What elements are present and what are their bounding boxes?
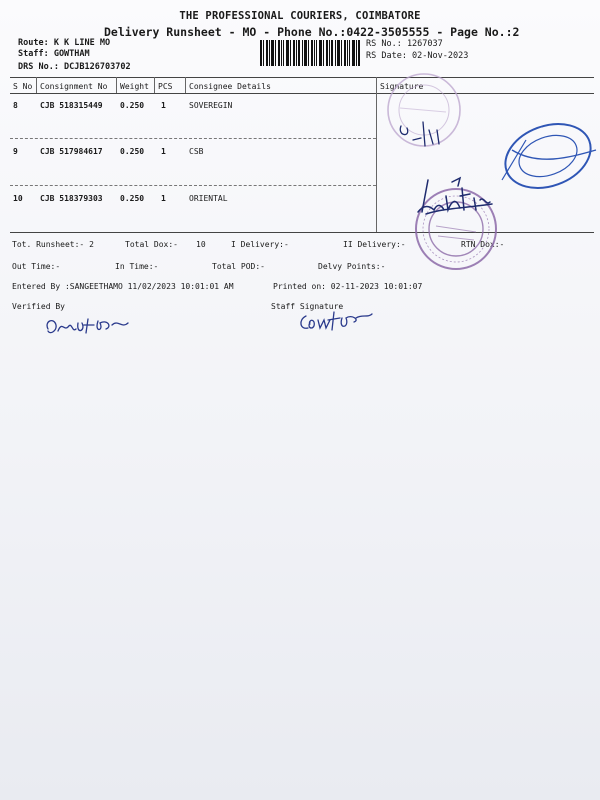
rtn-dox: RTN Dox:- xyxy=(461,240,505,249)
total-pod: Total POD:- xyxy=(212,262,265,271)
rs-number: RS No.: 1267037 xyxy=(366,39,443,49)
column-divider xyxy=(116,77,117,93)
row-separator xyxy=(10,185,376,186)
out-time: Out Time:- xyxy=(12,262,61,271)
row-consignee: CSB xyxy=(189,147,204,156)
total-dox-label: Total Dox:- xyxy=(125,240,178,249)
column-divider xyxy=(36,77,37,93)
total-dox-value: 10 xyxy=(196,240,206,249)
row-pcs: 1 xyxy=(161,101,166,110)
delivery-points: Delvy Points:- xyxy=(318,262,386,271)
row-separator xyxy=(10,138,376,139)
row-pcs: 1 xyxy=(161,147,166,156)
row-consignment: CJB 518379303 xyxy=(40,194,103,203)
entered-by: Entered By :SANGEETHAMO 11/02/2023 10:01:01 AM xyxy=(12,282,234,291)
i-delivery: I Delivery:- xyxy=(231,240,289,249)
ii-delivery: II Delivery:- xyxy=(343,240,406,249)
staff-signature xyxy=(296,306,376,336)
verified-by-label: Verified By xyxy=(12,302,65,311)
row-consignee: SOVEREGIN xyxy=(189,101,233,110)
row-consignment: CJB 518315449 xyxy=(40,101,103,110)
row-sno: 8 xyxy=(13,101,18,110)
row-consignment: CJB 517984617 xyxy=(40,147,103,156)
row-weight: 0.250 xyxy=(120,101,145,110)
rs-date: RS Date: 02-Nov-2023 xyxy=(366,51,469,61)
column-divider xyxy=(154,77,155,93)
row3-receiver-signature xyxy=(416,176,496,220)
runsheet-title: Delivery Runsheet - MO - Phone No.:0422-3505555 - Page No.:2 xyxy=(104,25,520,39)
table-header-rule xyxy=(10,93,594,94)
signature-column-divider xyxy=(376,77,377,232)
barcode xyxy=(260,40,360,66)
row1-receiver-signature xyxy=(393,118,453,148)
row-pcs: 1 xyxy=(161,194,166,203)
row-weight: 0.250 xyxy=(120,147,145,156)
column-header-consignment: Consignment No xyxy=(40,82,108,91)
in-time: In Time:- xyxy=(115,262,159,271)
staff-label: Staff: GOWTHAM xyxy=(18,49,90,59)
column-header-signature: Signature xyxy=(380,82,424,91)
row-sno: 9 xyxy=(13,147,18,156)
table-top-rule xyxy=(10,77,594,78)
column-header-consignee: Consignee Details xyxy=(189,82,271,91)
blue-stamp-icon xyxy=(498,120,598,192)
column-header-weight: Weight xyxy=(120,82,149,91)
printed-on: Printed on: 02-11-2023 10:01:07 xyxy=(273,282,423,291)
drs-number: DRS No.: DCJB126703702 xyxy=(18,62,131,72)
row-consignee: ORIENTAL xyxy=(189,194,228,203)
column-header-pcs: PCS xyxy=(158,82,173,91)
staff-signature-label: Staff Signature xyxy=(271,302,344,311)
column-divider xyxy=(185,77,186,93)
column-header-sno: S No xyxy=(13,82,33,91)
route-label: Route: K K LINE MO xyxy=(18,38,111,48)
row-sno: 10 xyxy=(13,194,23,203)
total-runsheet: Tot. Runsheet:- 2 xyxy=(12,240,94,249)
company-name: THE PROFESSIONAL COURIERS, COIMBATORE xyxy=(179,10,421,22)
verified-by-signature xyxy=(42,309,132,341)
row-weight: 0.250 xyxy=(120,194,145,203)
